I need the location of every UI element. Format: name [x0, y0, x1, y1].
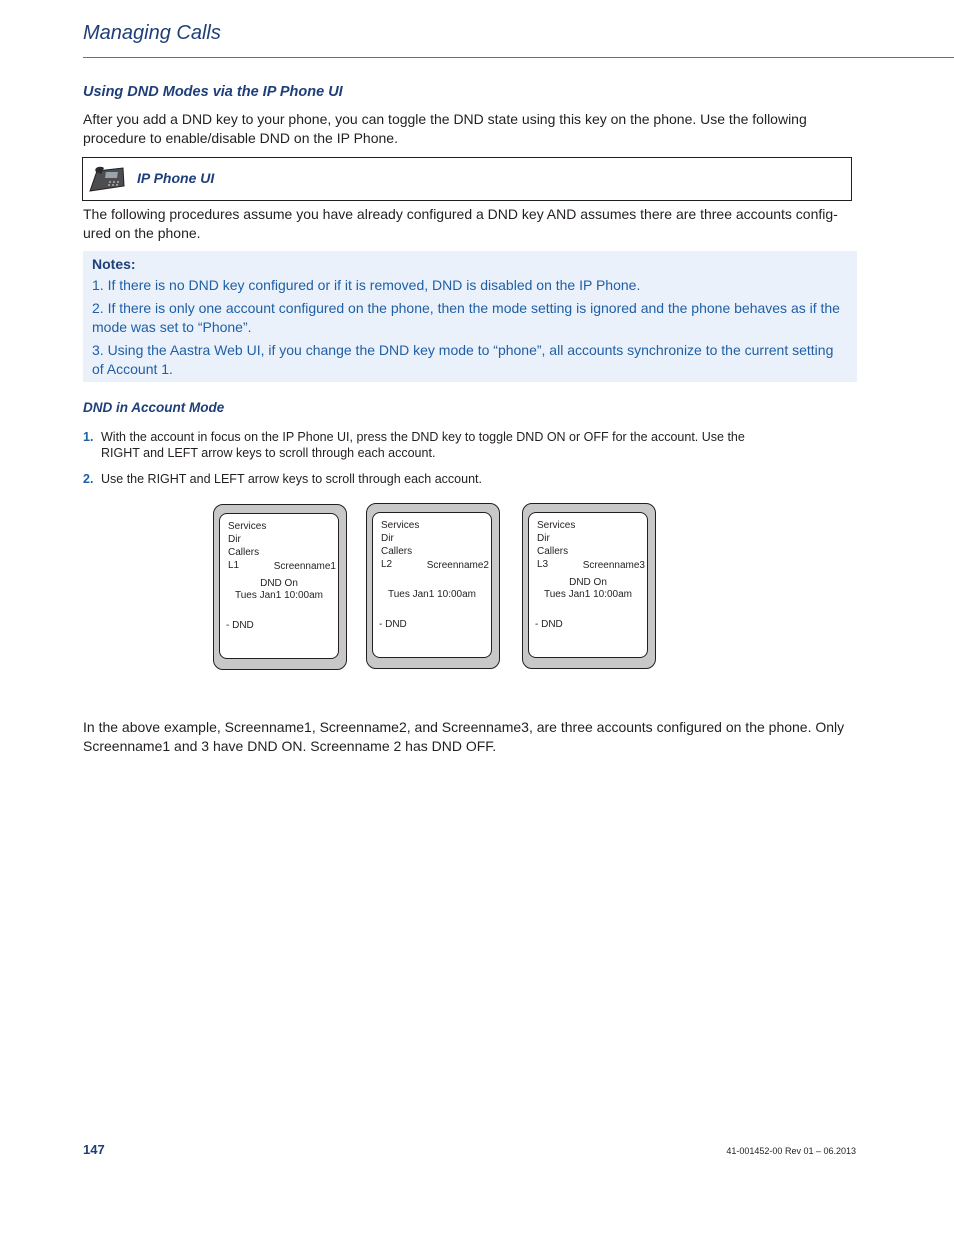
lcd-menu	[228, 520, 266, 572]
ip-phone-ui-label: IP Phone UI	[137, 170, 215, 186]
lcd-display	[219, 513, 339, 659]
phone-screen-2	[366, 503, 500, 669]
screenname-label: Screenname2	[426, 560, 489, 571]
assumption-paragraph: The following procedures assume you have already configured a DND key AND assumes there are three accounts config-ured on the phone.	[83, 206, 838, 241]
line-indicator: L3	[537, 559, 549, 570]
page-number: 147	[83, 1142, 105, 1157]
notes-box	[83, 251, 857, 382]
lcd-display	[528, 512, 648, 658]
dnd-softkey: - DND	[535, 619, 563, 630]
dnd-softkey: - DND	[226, 620, 254, 631]
header-title: Managing Calls	[83, 22, 221, 44]
step-text: With the account in focus on the IP Phone UI, press the DND key to toggle DND ON or OFF for the account. Use the RIGHT and LEFT arrow keys to scroll through each account.	[101, 430, 745, 460]
menu-item: Dir	[228, 534, 241, 545]
menu-item: Services	[537, 520, 576, 531]
line-indicator: L1	[228, 560, 240, 571]
intro-paragraph: After you add a DND key to your phone, you can toggle the DND state using this key on the phone. Use the following procedure to enable/disable DND on the IP Phone.	[83, 111, 807, 146]
step-item	[83, 471, 783, 487]
menu-item: Services	[381, 520, 420, 531]
dnd-softkey: - DND	[379, 619, 407, 630]
menu-item: Dir	[537, 533, 550, 544]
header-rule	[83, 57, 954, 58]
datetime-label: Tues Jan1 10:00am	[387, 589, 477, 600]
lcd-display	[372, 512, 492, 658]
screenname-label: Screenname3	[582, 560, 645, 571]
menu-item: Callers	[381, 546, 413, 557]
document-id: 41-001452-00 Rev 01 – 06.2013	[726, 1146, 856, 1156]
dnd-status: DND On	[569, 577, 607, 588]
ip-phone-ui-box	[82, 157, 852, 201]
phone-screen-3	[522, 503, 656, 669]
step-number: 2.	[83, 472, 94, 486]
phone-screen-1	[213, 504, 347, 670]
lcd-menu	[381, 519, 419, 571]
menu-item: Callers	[537, 546, 569, 557]
step-number: 1.	[83, 430, 94, 444]
conclusion-paragraph: In the above example, Screenname1, Screenname2, and Screenname3, are three accounts configured on the phone. Only Screenname1 and 3 have DND ON. Screenname 2 has DND OFF.	[83, 719, 845, 754]
menu-item: Callers	[228, 547, 260, 558]
note-item: 2. If there is only one account configured on the phone, then the mode setting is ignored and the phone behaves as if the mode was set to “Phone”.	[92, 300, 840, 335]
dnd-status: DND On	[260, 578, 298, 589]
line-indicator: L2	[381, 559, 393, 570]
step-item	[83, 429, 783, 461]
datetime-label: Tues Jan1 10:00am	[234, 590, 324, 601]
desk-phone-icon	[87, 164, 127, 199]
note-item: 1. If there is no DND key configured or if it is removed, DND is disabled on the IP Phone.	[92, 277, 641, 293]
screenname-label: Screenname1	[273, 561, 336, 572]
lcd-menu	[537, 519, 575, 571]
datetime-label: Tues Jan1 10:00am	[543, 589, 633, 600]
menu-item: Dir	[381, 533, 394, 544]
section-heading: Using DND Modes via the IP Phone UI	[83, 84, 343, 100]
sub-heading: DND in Account Mode	[83, 400, 225, 415]
menu-item: Services	[228, 521, 267, 532]
notes-title: Notes:	[92, 256, 136, 272]
step-text: Use the RIGHT and LEFT arrow keys to scroll through each account.	[101, 472, 482, 486]
note-item: 3. Using the Aastra Web UI, if you change the DND key mode to “phone”, all accounts synchronize to the current setting of Account 1.	[92, 342, 834, 377]
